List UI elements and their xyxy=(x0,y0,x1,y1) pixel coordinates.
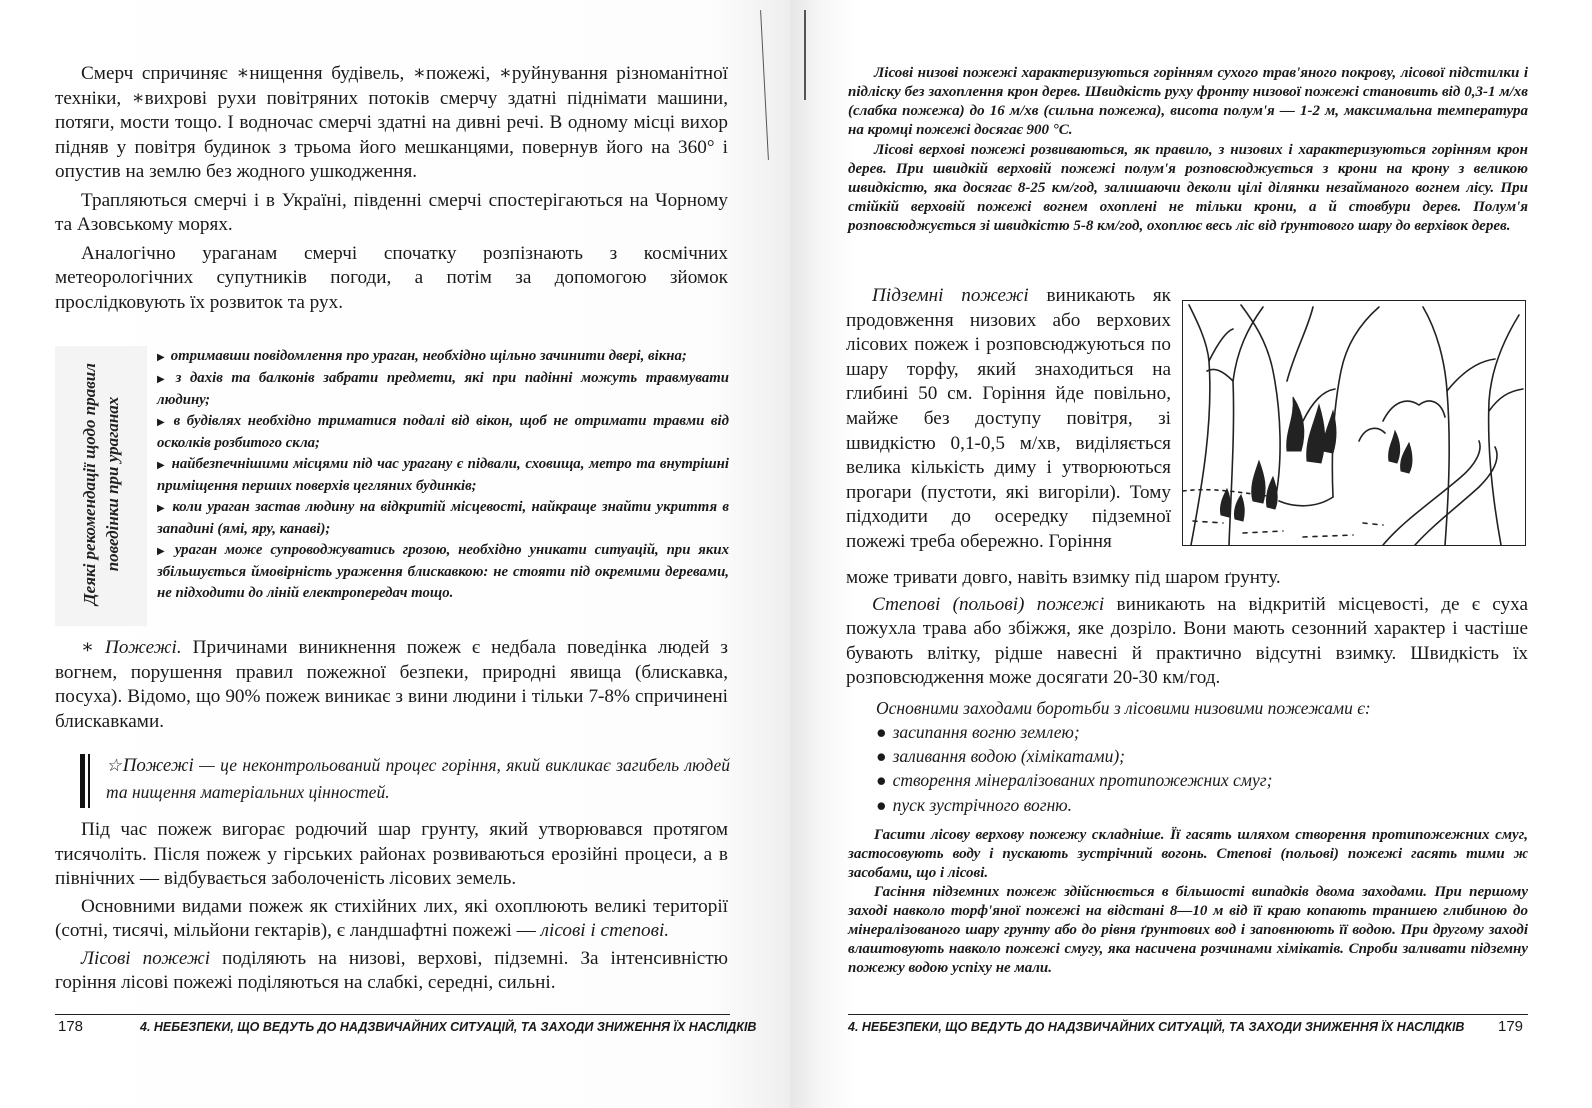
left-page xyxy=(0,0,790,1108)
definition-bar xyxy=(80,754,85,808)
bullet-icon: ● xyxy=(876,794,887,815)
list-item: ● пуск зустрічного вогню. xyxy=(876,794,1072,815)
triangle-bullet-icon: ▶ xyxy=(157,460,166,471)
running-footer: 4. НЕБЕЗПЕКИ, ЩО ВЕДУТЬ ДО НАДЗВИЧАЙНИХ СИТУАЦІЙ, ТА ЗАХОДИ ЗНИЖЕННЯ ЇХ НАСЛІДКІВ xyxy=(140,1020,757,1034)
list-item: ● створення мінералізованих протипожежних смуг; xyxy=(876,770,1273,791)
forest-fire-illustration xyxy=(1182,300,1526,546)
page-number: 178 xyxy=(58,1018,84,1035)
list-item: ▶ ураган може супроводжуватись грозою, необхідно уникати ситуацій, при яких збільшується ймовірність ураження блискавкою: не стояти під окремими деревами, не підходити до ліній електропередач тощо. xyxy=(157,542,729,601)
bullet-icon: ● xyxy=(876,770,887,791)
fires-section xyxy=(55,636,728,734)
crown-fires-paragraph: Лісові верхові пожежі розвиваються, як правило, з низових і характеризуються горінням крон дерев. При швидкій верховій пожежі полум'я розповсюджується з крони на крону з великою швидкістю, яка досягає 8-25 км/год, залишаючи деколи цілі ділянки незайманого вогнем лісу. При стійкій верховій пожежі вогнем охоплені не тільки крони, а й стовбури дерев. Полум'я розповсюджується зі швидкістю 5-8 км/год, охоплює весь ліс від ґрунтового шару до верхівок дерев. xyxy=(848,142,1528,234)
gutter-line xyxy=(804,10,806,100)
right-bottom-text xyxy=(848,826,1528,978)
measures-section xyxy=(876,696,1528,817)
measures-list xyxy=(876,720,1528,817)
page-number: 179 xyxy=(1498,1018,1524,1035)
bullet-icon: ● xyxy=(876,746,887,767)
definition-bar-thin xyxy=(88,754,90,808)
tornado-paragraph: Смерч спричиняє ∗нищення будівель, ∗пожежі, ∗руйнування різноманітної техніки, ∗вихрові рухи повітряних потоків смерчу здатні піднімати машини, потяги, мости тощо. І водночас смерчі здатні на дивні речі. В одному місці вихор підняв у повітря будинок з трьома його мешканцями, повернув його на 360° і опустив на землю без жодного ушкодження. xyxy=(55,63,728,182)
fires-paragraph: ∗ Пожежі. Причинами виникнення пожеж є недбала поведінка людей з вогнем, порушення правил пожежної безпеки, природні явища (блискавка, посуха). Відомо, що 90% пожеж виникає з вини людини і тільки 7-8% спричинені блискавками. xyxy=(55,637,729,732)
recommendations-block xyxy=(55,346,735,626)
list-item: ● заливання водою (хімікатами); xyxy=(876,746,1125,767)
left-bottom-text xyxy=(55,818,728,999)
right-top-text xyxy=(848,64,1528,237)
triangle-bullet-icon: ▶ xyxy=(157,503,167,514)
list-item: ▶ з дахів та балконів забрати предмети, які при падінні можуть травмувати людину; xyxy=(157,370,729,408)
underground-section xyxy=(846,284,1171,555)
types-paragraph: Основними видами пожеж як стихійних лих, які охоплюють великі території (сотні, тисячі, мільйони гектарів), є ландшафтні пожежі — лісові і степові. xyxy=(55,895,728,941)
star-icon: ☆ xyxy=(106,755,123,775)
list-item: ▶ отримавши повідомлення про ураган, необхідно щільно зачинити двері, вікна; xyxy=(157,348,687,364)
recommendations-list xyxy=(157,346,729,604)
forest-fires-paragraph: Лісові пожежі поділяють на низові, верхові, підземні. За інтенсивністю горіння лісові пожежі поділяються на слабкі, середні, сильні. xyxy=(55,947,728,993)
triangle-bullet-icon: ▶ xyxy=(157,417,168,428)
list-item: ▶ в будівлях необхідно триматися подалі від вікон, щоб не отримати травми від осколків розбитого скла; xyxy=(157,413,729,451)
underground-extinguish-paragraph: Гасіння підземних пожеж здійснюється в більшості випадків двома заходами. При першому заході навколо торф'яної пожежі на відстані 8—10 м від її краю копають траншею глибиною до мінералізованого шару грунту або до рівня ґрунтових вод і заповнюють її водою. При другому заході влаштовують навколо пожежі смугу, яка насичена розчинами хімікатів. Спроби заливати підземну пожежу водою успіху не мали. xyxy=(848,884,1528,976)
gutter-line xyxy=(760,10,769,160)
footer-rule xyxy=(55,1014,730,1015)
left-top-text xyxy=(55,62,728,319)
soil-paragraph: Під час пожеж вигорає родючий шар грунту, який утворювався протягом тисячоліть. Після пожеж у гірських районах розвиваються ерозійні процеси, а в північних — відбувається заболоченість лісових земель. xyxy=(55,819,728,889)
low-fires-paragraph: Лісові низові пожежі характеризуються горінням сухого трав'яного покрову, лісової підстилки і підліску без захоплення крон дерев. Швидкість руху фронту низової пожежі становить від 0,3-1 м/хв (слабка пожежа) до 16 м/хв (сильна пожежа), висота полум'я — 1-2 м, максимальна температура на кромці пожежі досягає 900 °С. xyxy=(848,65,1528,138)
crown-extinguish-paragraph: Гасити лісову верхову пожежу складніше. Її гасять шляхом створення протипожежних смуг, застосовують воду і пускають зустрічний вогонь. Степові (польові) пожежі гасять тими ж засобами, що і лісові. xyxy=(848,827,1528,881)
definition-text: ☆Пожежі — це неконтрольований процес горіння, який викликає загибель людей та нищення матеріальних цінностей. xyxy=(106,755,730,802)
right-page xyxy=(790,0,1592,1108)
measures-title: Основними заходами боротьби з лісовими низовими пожежами є: xyxy=(876,698,1371,718)
list-item: ▶ найбезпечнішими місцями під час урагану є підвали, сховища, метро та внутрішні приміщення перших поверхів цегляних будинків; xyxy=(157,456,729,494)
list-item: ▶ коли ураган застав людину на відкритій місцевості, найкраще знайти укриття в западині (ямі, яру, канаві); xyxy=(157,499,729,537)
footer-rule xyxy=(848,1014,1528,1015)
satellite-paragraph: Аналогічно ураганам смерчі спочатку розпізнають з космічних метеорологічних супутників погоди, а потім за допомогою зйомок прослідковують їх розвиток та рух. xyxy=(55,242,728,313)
forest-fire-drawing xyxy=(1183,301,1525,545)
ukraine-paragraph: Трапляються смерчі і в Україні, південні смерчі спостерігаються на Чорному та Азовському морях. xyxy=(55,189,728,235)
triangle-bullet-icon: ▶ xyxy=(157,352,165,363)
fires-heading: Пожежі. xyxy=(105,637,182,658)
asterisk-mark: ∗ xyxy=(81,637,95,658)
fire-definition xyxy=(80,752,730,810)
list-item: ● засипання вогню землею; xyxy=(876,722,1080,742)
right-middle-text xyxy=(846,566,1528,693)
bullet-icon: ● xyxy=(876,722,887,742)
recommendations-sidebar xyxy=(55,346,147,626)
running-footer: 4. НЕБЕЗПЕКИ, ЩО ВЕДУТЬ ДО НАДЗВИЧАЙНИХ СИТУАЦІЙ, ТА ЗАХОДИ ЗНИЖЕННЯ ЇХ НАСЛІДКІВ xyxy=(848,1020,1465,1034)
triangle-bullet-icon: ▶ xyxy=(157,546,169,557)
underground-continuation: може тривати довго, навіть взимку під шаром ґрунту. xyxy=(846,567,1281,588)
triangle-bullet-icon: ▶ xyxy=(157,374,170,385)
recommendations-title: Деякі рекомендації щодо правил поведінки при ураганах xyxy=(80,363,122,605)
underground-paragraph: Підземні пожежі виникають як продовження низових або верхових лісових пожеж і розповсюджуються по шару торфу, який знаходиться на глибині 50 см. Горіння йде повільно, майже без доступу повітря, зі швидкістю 0,1-0,5 м/хв, виділяється велика кількість диму і утворюються прогари (пустоти, які вигоріли). Тому підходити до осередку підземної пожежі треба обережно. Горіння xyxy=(846,285,1171,552)
steppe-paragraph: Степові (польові) пожежі виникають на відкритій місцевості, де є суха пожухла трава або збіжжя, яке дозріло. Вони мають сезонний характер і частіше бувають влітку, рідше навесні й практично відсутні взимку. Швидкість їх розповсюдження може досягати 20-30 км/год. xyxy=(846,593,1528,688)
